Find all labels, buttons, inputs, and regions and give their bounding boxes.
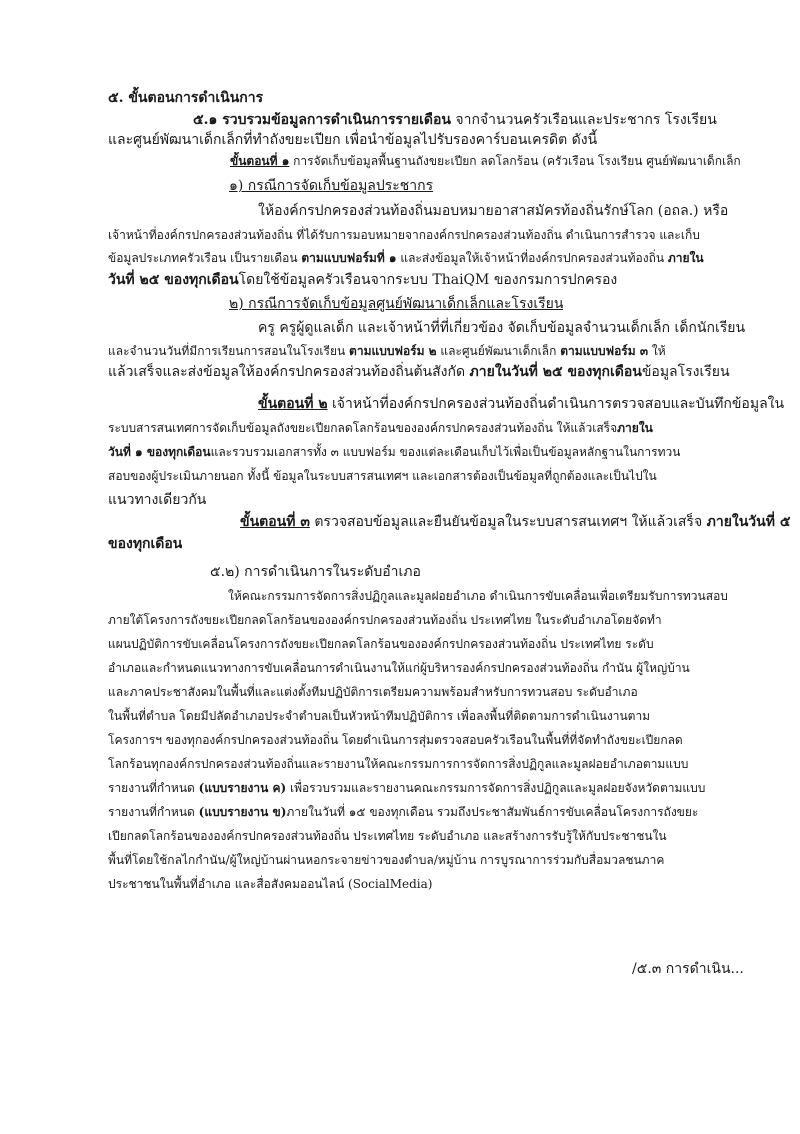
case-2-line-3: แล้วเสร็จและส่งข้อมูลให้องค์กรปกครองส่วนท้องถิ่นต้นสังกัด ภายในวันที่ ๒๕ ของทุกเดือนข้อมูลโรงเรียน <box>108 364 730 380</box>
subsection-5-2-title: ๕.๒) การดำเนินการในระดับอำเภอ <box>210 564 421 580</box>
s52-line-1: ให้คณะกรรมการจัดการสิ่งปฏิกูลและมูลฝอยอำเภอ ดำเนินการขับเคลื่อนเพื่อเตรียมรับการทวนสอบ <box>228 589 728 603</box>
s52-line-13: ประชาชนในพื้นที่อำเภอ และสื่อสังคมออนไลน์ (SocialMedia) <box>108 877 433 891</box>
page-continuation: /๕.๓ การดำเนิน... <box>632 961 744 977</box>
step-3-line-1: ขั้นตอนที่ ๓ ตรวจสอบข้อมูลและยืนยันข้อมูลในระบบสารสนเทศฯ ให้แล้วเสร็จ ภายในวันที่ ๕ <box>240 514 791 530</box>
case-1-line-1: ให้องค์กรปกครองส่วนท้องถิ่นมอบหมายอาสาสมัครท้องถิ่นรักษ์โลก (อถล.) หรือ <box>258 203 729 219</box>
s52-line-11: เปียกลดโลกร้อนขององค์กรปกครองส่วนท้องถิ่น ประเทศไทย ระดับอำเภอ และสร้างการรับรู้ให้กับประชาชนใน <box>108 829 667 843</box>
case-1-line-4: วันที่ ๒๕ ของทุกเดือนโดยใช้ข้อมูลครัวเรือนจากระบบ ThaiQM ของกรมการปกครอง <box>108 272 618 288</box>
s52-line-4: อำเภอและกำหนดแนวทางการขับเคลื่อนการดำเนินงานให้แก่ผู้บริหารองค์กรปกครองส่วนท้องถิ่น กำนัน ผู้ใหญ่บ้าน <box>108 661 690 675</box>
case-2-line-1: ครู ครูผู้ดูแลเด็ก และเจ้าหน้าที่ที่เกี่ยวข้อง จัดเก็บข้อมูลจำนวนเด็กเล็ก เด็กนักเรียน <box>258 320 746 336</box>
case-2-title: ๒) กรณีการจัดเก็บข้อมูลศูนย์พัฒนาเด็กเล็กและโรงเรียน <box>229 296 564 312</box>
subsection-5-1-line-2: และศูนย์พัฒนาเด็กเล็กที่ทำถังขยะเปียก เพื่อนำข้อมูลไปรับรองคาร์บอนเครดิต ดังนี้ <box>108 132 598 148</box>
step-1-label: ขั้นตอนที่ ๑ <box>230 154 290 168</box>
case-1-title: ๑) กรณีการจัดเก็บข้อมูลประชากร <box>229 178 434 194</box>
s52-line-5: และภาคประชาสังคมในพื้นที่และแต่งตั้งทีมปฏิบัติการเตรียมความพร้อมสำหรับการทวนสอบ ระดับอำเภอ <box>108 685 638 699</box>
step-2-label: ขั้นตอนที่ ๒ <box>258 396 328 412</box>
subsection-5-1-line-1: ๕.๑ รวบรวมข้อมูลการดำเนินการรายเดือน จากจำนวนครัวเรือนและประชากร โรงเรียน <box>193 112 717 128</box>
s52-line-3: แผนปฏิบัติการขับเคลื่อนโครงการถังขยะเปียกลดโลกร้อนขององค์กรปกครองส่วนท้องถิ่น ประเทศไทย ระดับ <box>108 637 654 651</box>
step-3-label: ขั้นตอนที่ ๓ <box>240 514 310 530</box>
step-3-line-2: ของทุกเดือน <box>108 536 183 552</box>
subsection-5-1-title: ๕.๑ รวบรวมข้อมูลการดำเนินการรายเดือน <box>193 112 451 128</box>
step-1-line: ขั้นตอนที่ ๑ การจัดเก็บข้อมูลพื้นฐานถังขยะเปียก ลดโลกร้อน (ครัวเรือน โรงเรียน ศูนย์พัฒนาเด็กเล็ก <box>230 154 741 168</box>
s52-line-8: โลกร้อนทุกองค์กรปกครองส่วนท้องถิ่นและรายงานให้คณะกรรมการการจัดการสิ่งปฏิกูลและมูลฝอยอำเภอตามแบบ <box>108 757 689 771</box>
step-2-line-2: ระบบสารสนเทศการจัดเก็บข้อมูลถังขยะเปียกลดโลกร้อนขององค์กรปกครองส่วนท้องถิ่น ให้แล้วเสร็จภายใน <box>108 421 653 435</box>
case-1-line-3: ข้อมูลประเภทครัวเรือน เป็นรายเดือน ตามแบบฟอร์มที่ ๑ และส่งข้อมูลให้เจ้าหน้าที่องค์กรปกครองส่วนท้องถิ่น ภายใน <box>108 251 704 265</box>
s52-line-2: ภายใต้โครงการถังขยะเปียกลดโลกร้อนขององค์กรปกครองส่วนท้องถิ่น ประเทศไทย ในระดับอำเภอโดยจัดทำ <box>108 613 662 627</box>
s52-line-9: รายงานที่กำหนด (แบบรายงาน ค) เพื่อรวบรวมและรายงานคณะกรรมการจัดการสิ่งปฏิกูลและมูลฝอยจังหวัดตามแบบ <box>108 781 706 795</box>
s52-line-6: ในพื้นที่ตำบล โดยมีปลัดอำเภอประจำตำบลเป็นหัวหน้าทีมปฏิบัติการ เพื่อลงพื้นที่ติดตามการดำเนินงานตาม <box>108 709 651 723</box>
case-1-line-2: เจ้าหน้าที่องค์กรปกครองส่วนท้องถิ่น ที่ได้รับการมอบหมายจากองค์กรปกครองส่วนท้องถิ่น ดำเนินการสำรวจ และเก็บ <box>108 228 700 242</box>
case-2-line-2: และจำนวนวันที่มีการเรียนการสอนในโรงเรียน ตามแบบฟอร์ม ๒ และศูนย์พัฒนาเด็กเล็ก ตามแบบฟอร์ม ๓ ให้ <box>108 344 666 358</box>
section-heading: ๕. ขั้นตอนการดำเนินการ <box>108 90 264 106</box>
s52-line-12: พื้นที่โดยใช้กลไกกำนัน/ผู้ใหญ่บ้านผ่านหอกระจายข่าวของตำบล/หมู่บ้าน การบูรณาการร่วมกับสื่อมวลชนภาค <box>108 853 665 867</box>
step-2-line-5: แนวทางเดียวกัน <box>108 492 207 508</box>
s52-line-10: รายงานที่กำหนด (แบบรายงาน ข)ภายในวันที่ ๑๕ ของทุกเดือน รวมถึงประชาสัมพันธ์การขับเคลื่อนโครงการถังขยะ <box>108 805 699 819</box>
step-2-line-1: ขั้นตอนที่ ๒ เจ้าหน้าที่องค์กรปกครองส่วนท้องถิ่นดำเนินการตรวจสอบและบันทึกข้อมูลใน <box>258 396 785 412</box>
s52-line-7: โครงการฯ ของทุกองค์กรปกครองส่วนท้องถิ่น โดยดำเนินการสุ่มตรวจสอบครัวเรือนในพื้นที่ที่จัดทำถังขยะเปียกลด <box>108 733 683 747</box>
step-2-line-4: สอบของผู้ประเมินภายนอก ทั้งนี้ ข้อมูลในระบบสารสนเทศฯ และเอกสารต้องเป็นข้อมูลที่ถูกต้องและเป็นไปใน <box>108 469 657 483</box>
step-2-line-3: วันที่ ๑ ของทุกเดือนและรวบรวมเอกสารทั้ง ๓ แบบฟอร์ม ของแต่ละเดือนเก็บไว้เพื่อเป็นข้อมูลหลักฐานในการทวน <box>108 445 681 459</box>
